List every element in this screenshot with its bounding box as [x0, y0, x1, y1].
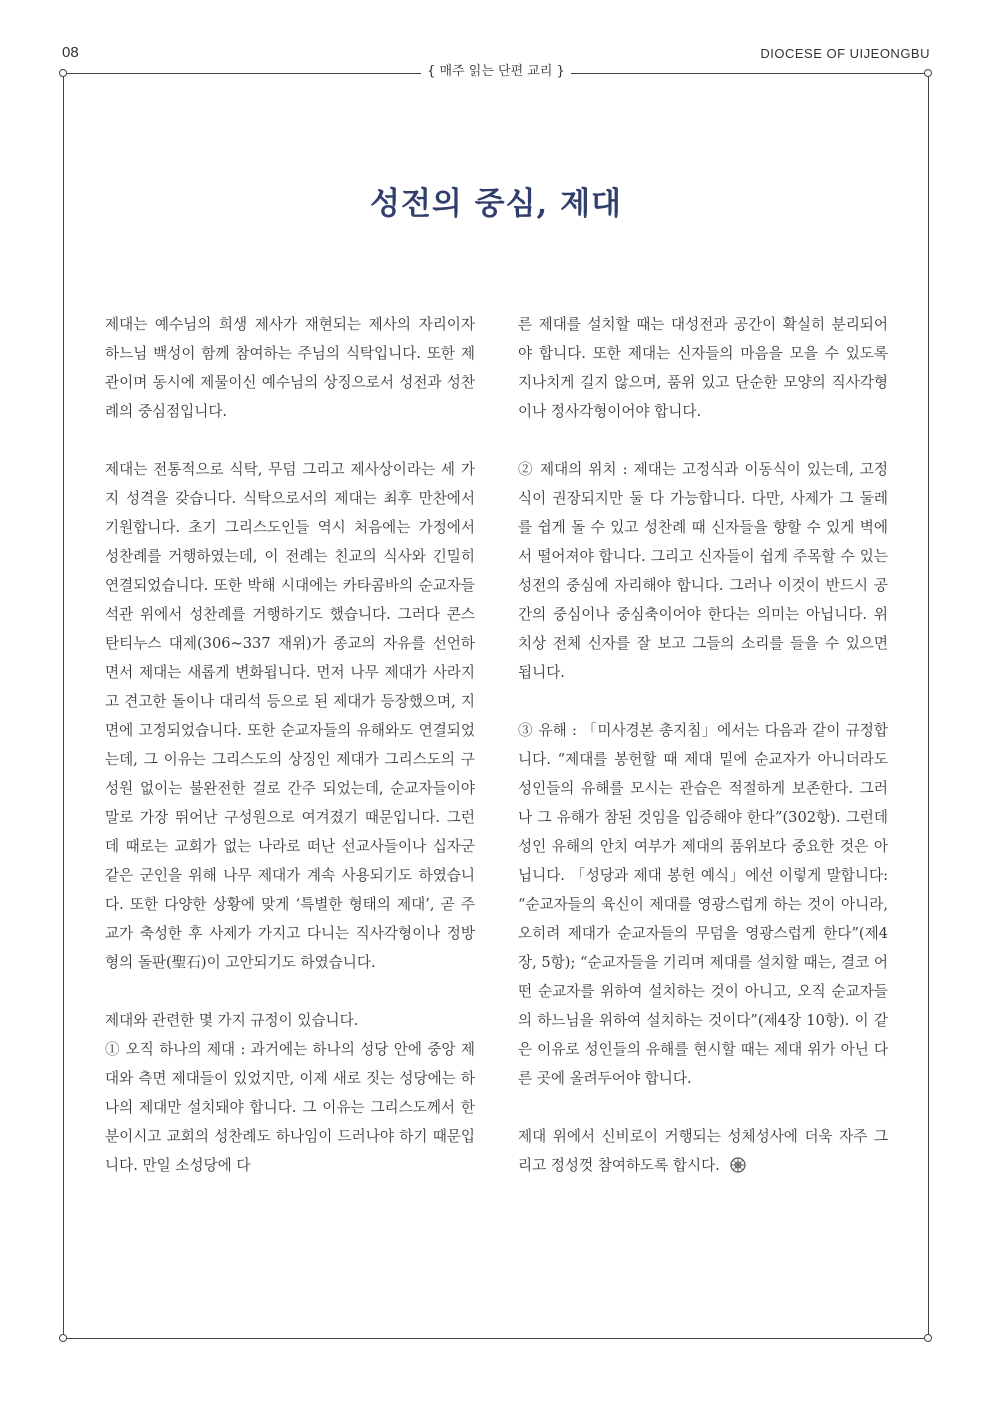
paragraph: 제대는 전통적으로 식탁, 무덤 그리고 제사상이라는 세 가지 성격을 갖습니다. 식탁으로서의 제대는 최후 만찬에서 기원합니다. 초기 그리스도인들 역시 처음에는 가정에서 성찬례를 거행하였는데, 이 전례는 친교의 식사와 긴밀히 연결되었습니다. 또한 박해 시대에는 카타콤바의 순교자들 석관 위에서 성찬례를 거행하기도 했습니다. 그러다 콘스탄티누스 대제(306~337 재위)가 종교의 자유를 선언하면서 제대는 새롭게 변화됩니다. 먼저 나무 제대가 사라지고 견고한 돌이나 대리석 등으로 된 제대가 등장했으며, 지면에 고정되었습니다. 또한 순교자들의 유해와도 연결되었는데, 그 이유는 그리스도의 상징인 제대가 그리스도의 구성원 없이는 불완전한 걸로 간주 되었는데, 순교자들이야말로 가장 뛰어난 구성원으로 여겨졌기 때문입니다. 그런데 때로는 교회가 없는 나라로 떠난 선교사들이나 십자군 같은 군인을 위해 나무 제대가 계속 사용되기도 하였습니다. 또한 다양한 상황에 맞게 ‘특별한 형태의 제대’, 곧 주교가 축성한 후 사제가 가지고 다니는 직사각형이나 정방형의 돌판(聖石)이 고안되기도 하였습니다.	[105, 461, 475, 971]
closing-text: 제대 위에서 신비로이 거행되는 성체성사에 더욱 자주 그리고 정성껏 참여하도록 합시다.	[518, 1128, 888, 1174]
right-column	[518, 310, 888, 1209]
paragraph: 제대와 관련한 몇 가지 규정이 있습니다.	[105, 1012, 359, 1029]
frame-corner-dot	[59, 1334, 67, 1342]
diocese-name: DIOCESE OF UIJEONGBU	[760, 46, 930, 61]
paragraph: ① 오직 하나의 제대 : 과거에는 하나의 성당 안에 중앙 제대와 측면 제대들이 있었지만, 이제 새로 짓는 성당에는 하나의 제대만 설치돼야 합니다. 그 이유는 그리스도께서 한 분이시고 교회의 성찬례도 하나임이 드러나야 하기 때문입니다. 만일 소성당에 다	[105, 1041, 475, 1174]
frame-corner-dot	[924, 1334, 932, 1342]
paragraph: ③ 유해 : 「미사경본 총지침」에서는 다음과 같이 규정합니다. “제대를 봉헌할 때 제대 밑에 순교자가 아니더라도 성인들의 유해를 모시는 관습은 적절하게 보존한다. 그러나 그 유해가 참된 것임을 입증해야 한다”(302항). 그런데 성인 유해의 안치 여부가 제대의 품위보다 중요한 것은 아닙니다. 「성당과 제대 봉헌 예식」에선 이렇게 말합니다: “순교자들의 육신이 제대를 영광스럽게 하는 것이 아니라, 오히려 제대가 순교자들의 무덤을 영광스럽게 한다”(제4장, 5항); “순교자들을 기리며 제대를 설치할 때는, 결코 어떤 순교자를 위하여 설치하는 것이 아니고, 오직 순교자들의 하느님을 위하여 설치하는 것이다”(제4장 10항). 이 같은 이유로 성인들의 유해를 현시할 때는 제대 위가 아닌 다른 곳에 올려두어야 합니다.	[518, 722, 888, 1087]
paragraph: 른 제대를 설치할 때는 대성전과 공간이 확실히 분리되어야 합니다. 또한 제대는 신자들의 마음을 모을 수 있도록 지나치게 길지 않으며, 품위 있고 단순한 모양의 직사각형이나 정사각형이어야 합니다.	[518, 316, 888, 420]
diocese-emblem-icon	[730, 1154, 746, 1170]
closing-paragraph	[518, 1122, 888, 1180]
article-title: 성전의 중심, 제대	[370, 186, 622, 222]
series-title-text: { 매주 읽는 단편 교리 }	[421, 64, 571, 79]
page-number: 08	[62, 44, 79, 61]
series-title	[0, 60, 992, 79]
paragraph: ② 제대의 위치 : 제대는 고정식과 이동식이 있는데, 고정식이 권장되지만 둘 다 가능합니다. 다만, 사제가 그 둘레를 쉽게 돌 수 있고 성찬례 때 신자들을 향할 수 있게 벽에서 떨어져야 합니다. 그리고 신자들이 쉽게 주목할 수 있는 성전의 중심에 자리해야 합니다. 그러나 이것이 반드시 공간의 중심이나 중심축이어야 한다는 의미는 아닙니다. 위치상 전체 신자를 잘 보고 그들의 소리를 들을 수 있으면 됩니다.	[518, 461, 888, 681]
paragraph: 제대는 예수님의 희생 제사가 재현되는 제사의 자리이자 하느님 백성이 함께 참여하는 주님의 식탁입니다. 또한 제관이며 동시에 제물이신 예수님의 상징으로서 성전과 성찬례의 중심점입니다.	[105, 316, 475, 420]
left-column	[105, 310, 475, 1209]
